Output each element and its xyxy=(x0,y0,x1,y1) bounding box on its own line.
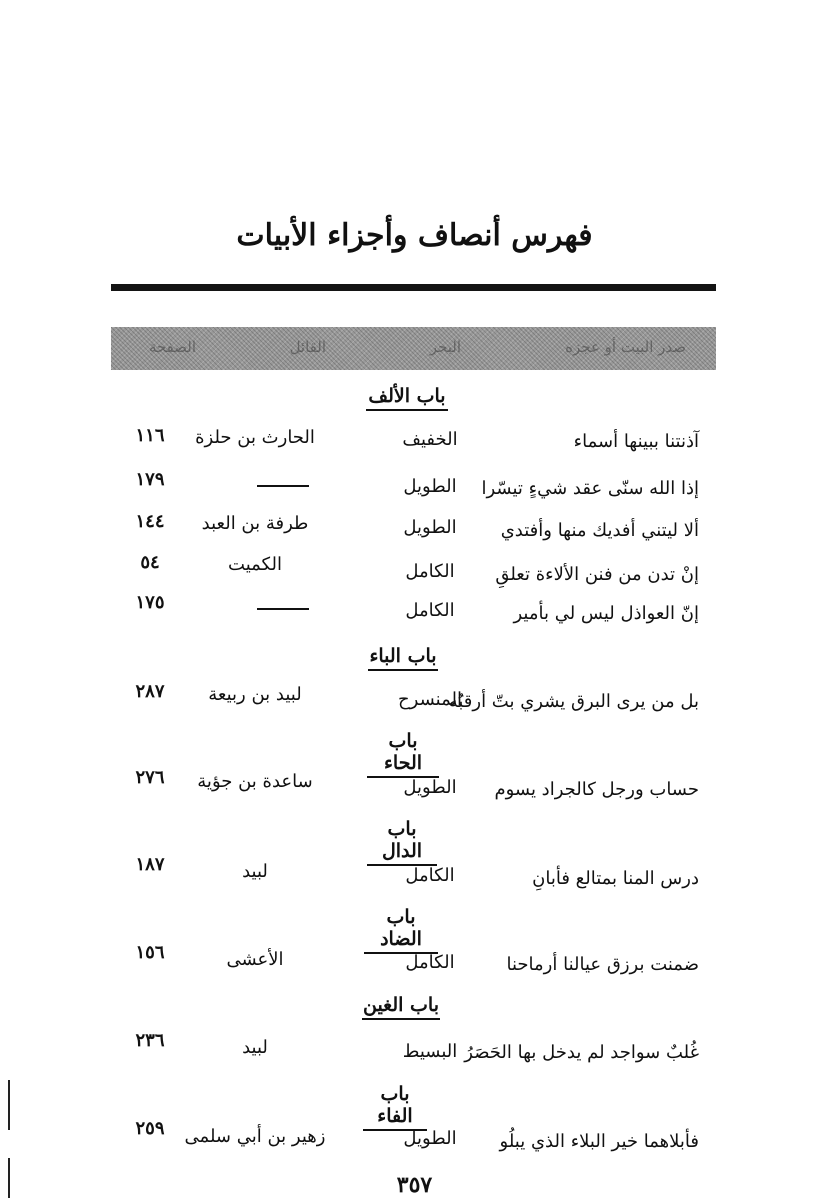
verse-fragment: بل من يرى البرق يشري بتّ أرقبُه xyxy=(448,691,699,712)
poet: زهير بن أبي سلمى xyxy=(184,1126,326,1147)
meter: الطويل xyxy=(403,1128,457,1149)
verse-fragment: إنّ العواذل ليس لي بأمير xyxy=(513,603,699,624)
scan-margin-mark xyxy=(8,1080,10,1130)
section-heading-dad: باب الضاد xyxy=(364,906,438,954)
title-rule xyxy=(111,284,716,291)
page-ref: ٢٣٦ xyxy=(135,1030,165,1051)
poet: الحارث بن حلزة xyxy=(195,427,315,448)
page-ref: ١٧٥ xyxy=(135,592,165,613)
page-title: فهرس أنصاف وأجزاء الأبيات xyxy=(236,218,593,253)
meter: الطويل xyxy=(403,517,457,538)
verse-fragment: ألا ليتني أفديك منها وأفتدي xyxy=(500,520,699,541)
header-col-poet: القائل xyxy=(289,338,326,356)
meter: المنسرح xyxy=(398,689,462,710)
poet: طرفة بن العبد xyxy=(201,513,309,534)
page-ref: ١٥٦ xyxy=(135,942,165,963)
section-heading-ha: باب الحاء xyxy=(367,730,439,778)
anonymous-poet-dash xyxy=(257,485,309,487)
verse-fragment: فأبلاهما خير البلاء الذي يبلُو xyxy=(499,1131,699,1152)
page-ref: ٢٥٩ xyxy=(135,1118,165,1139)
header-col-page: الصفحة xyxy=(148,338,196,356)
poet: ساعدة بن جؤية xyxy=(197,771,313,792)
section-heading-ghayn: باب الغين xyxy=(362,994,440,1020)
page-ref: ١٨٧ xyxy=(135,854,165,875)
header-col-verse: صدر البيت أو عجزه xyxy=(565,338,686,356)
page-ref: ١٤٤ xyxy=(135,511,165,532)
verse-fragment: ضمنت برزق عيالنا أرماحنا xyxy=(506,954,699,975)
page-ref: ١٧٩ xyxy=(135,469,165,490)
meter: البسيط xyxy=(402,1041,458,1062)
verse-fragment: إذا الله سنّى عقد شيءٍ تيسّرا xyxy=(481,478,699,499)
page-number: ٣٥٧ xyxy=(396,1172,433,1198)
poet: لبيد بن ربيعة xyxy=(208,684,302,705)
section-heading-alif: باب الألف xyxy=(366,385,448,411)
verse-fragment: إنْ تدن من فنن الألاءة تعلقِ xyxy=(495,564,699,585)
section-heading-fa: باب الفاء xyxy=(363,1083,427,1131)
poet: الأعشى xyxy=(226,949,284,970)
meter: الكامل xyxy=(405,952,455,973)
poet: لبيد xyxy=(242,1037,268,1058)
scan-margin-mark xyxy=(8,1158,10,1198)
verse-fragment: حساب ورجل كالجراد يسوم xyxy=(494,779,699,800)
verse-fragment: درس المنا بمتالع فأبانِ xyxy=(532,868,699,889)
meter: الخفيف xyxy=(402,429,458,450)
poet: لبيد xyxy=(242,861,268,882)
anonymous-poet-dash xyxy=(257,608,309,610)
meter: الكامل xyxy=(405,865,455,886)
meter: الكامل xyxy=(405,600,455,621)
meter: الطويل xyxy=(403,777,457,798)
section-heading-ba: باب الباء xyxy=(368,645,438,671)
column-header-band xyxy=(111,327,716,370)
verse-fragment: غُلبٌ سواجد لم يدخل بها الحَصَرُ xyxy=(464,1042,699,1063)
section-heading-dal: باب الدال xyxy=(367,818,437,866)
meter: الكامل xyxy=(405,561,455,582)
page-ref: ١١٦ xyxy=(135,425,165,446)
page-ref: ٢٧٦ xyxy=(135,767,165,788)
page-ref: ٥٤ xyxy=(140,552,160,573)
verse-fragment: آذنتنا ببينها أسماء xyxy=(573,431,699,452)
header-col-meter: البحر xyxy=(429,338,461,356)
page-ref: ٢٨٧ xyxy=(135,681,165,702)
poet: الكميت xyxy=(228,554,282,575)
meter: الطويل xyxy=(403,476,457,497)
